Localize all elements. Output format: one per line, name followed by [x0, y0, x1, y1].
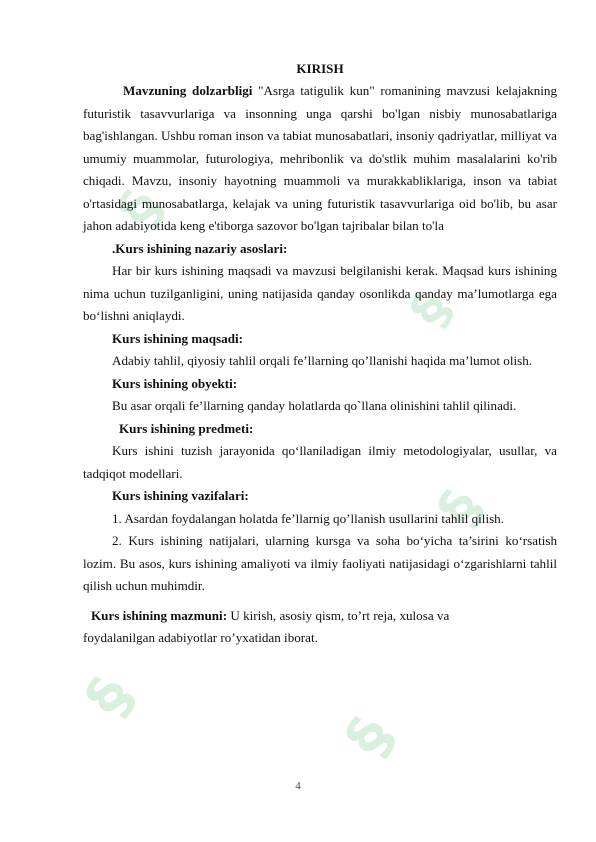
object-heading: Kurs ishining obyekti:	[112, 375, 238, 391]
watermark-glyph: §	[332, 706, 408, 768]
watermark-glyph: §	[105, 180, 177, 237]
subject-heading: Kurs ishining predmeti:	[119, 420, 254, 436]
content-text-2: foydalanilgan adabiyotlar ro’yxatidan iborat.	[83, 630, 318, 645]
document-body	[83, 58, 557, 650]
content-text-1: U kirish, asosiy qism, to’rt reja, xulosa va	[227, 607, 450, 623]
task-item-2: 2. Kurs ishining natijalari, ularning kursga va soha bo‘yicha ta’sirini ko‘rsatish lozim. Bu asos, kurs ishining amaliyoti va ilmiy faoliyati natijasidagi o‘zgarishlarni tahlil qilish uchun muhimdir.	[83, 533, 557, 593]
watermark-glyph: §	[399, 283, 465, 337]
content-paragraph	[83, 605, 557, 628]
tasks-heading: Kurs ishining vazifalari:	[112, 488, 249, 503]
intro-text: "Asrga tatigulik kun" romanining mavzusi kelajakning futuristik tasavvurlariga va insonning unga qarshi bo'lgan nisbiy munosabatlariga bag'ishlangan. Ushbu roman inson va tabiat munosabatlari, insoniy qadriyatlar, milliyat va umumiy muammolar, futurologiya, mehribonlik va do'stlik muhim masalalarini ko'rib chiqadi. Mavzu, insoniy hayotning muammoli va murakkabliklariga, inson va tabiat o'rtasidagi munosabatlarga, kelajak va uning futuristik tasavvurlariga oid bo'lib, bu asar jahon adabiyotida keng e'tiborga sazovor bo'lgan tajribalar bilan to'la	[83, 83, 557, 233]
task-item-1: 1. Asardan foydalangan holatda fe’llarnig qo’llanish usullarini tahlil qilish.	[112, 510, 504, 526]
intro-bold: Mavzuning dolzarbligi	[123, 83, 253, 98]
content-heading: Kurs ishining mazmuni:	[91, 607, 228, 623]
watermark-glyph: §	[72, 666, 148, 728]
intro-paragraph	[83, 80, 557, 238]
page-number: 4	[295, 780, 301, 792]
page-title: KIRISH	[296, 61, 344, 76]
subject-paragraph: Kurs ishini tuzish jarayonida qo‘llaniladigan ilmiy metodologiyalar, usullar, va tadqiqot modellari.	[83, 443, 557, 481]
theory-paragraph: Har bir kurs ishining maqsadi va mavzusi belgilanishi kerak. Maqsad kurs ishining nima uchun tuzilganligini, uning natijasida qanday osonlikda qanday ma’lumotlarga ega bo‘lishni aniqlaydi.	[83, 263, 557, 323]
goal-paragraph: Adabiy tahlil, qiyosiy tahlil orqali fe’llarning qo’llanishi haqida ma’lumot olish.	[112, 353, 533, 368]
theory-heading: .Kurs ishining nazariy asoslari:	[112, 240, 288, 256]
object-paragraph: Bu asar orqali fe’llarning qanday holatlarda qo`llana olinishini tahlil qilinadi.	[112, 398, 517, 413]
watermark-glyph: §	[425, 480, 497, 537]
goal-heading: Kurs ishining maqsadi:	[112, 330, 243, 346]
